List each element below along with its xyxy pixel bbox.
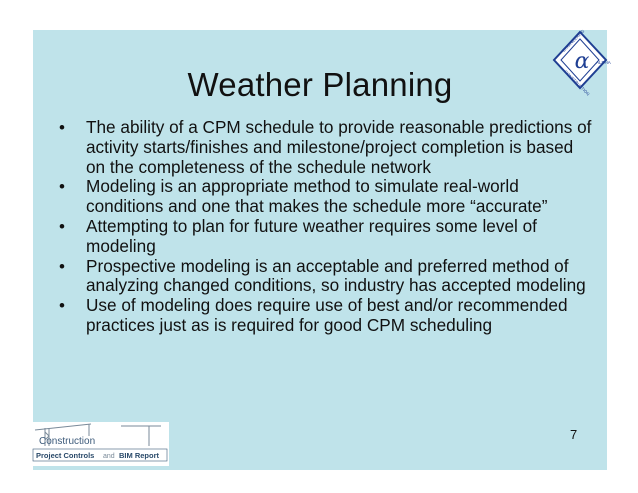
bullet-item: • The ability of a CPM schedule to provide reasonable predictions of activity starts/finishes and milestone/project completion is based on the completeness of the schedule network bbox=[53, 118, 593, 177]
alpha-logo-top-text: ENGINEERING bbox=[561, 28, 586, 53]
slide-title: Weather Planning bbox=[187, 66, 453, 103]
page-number: 7 bbox=[570, 427, 578, 442]
bullet-item: • Prospective modeling is an acceptable and preferred method of analyzing changed conditions, so industry has accepted modeling bbox=[53, 257, 593, 297]
bullet-item: • Modeling is an appropriate method to simulate real-world conditions and one that makes the schedule more “accurate” bbox=[53, 177, 593, 217]
alpha-logo-word: ALPHA bbox=[596, 60, 611, 65]
report-logo-line2c: BIM Report bbox=[119, 451, 159, 460]
bullet-item: • Attempting to plan for future weather requires some level of modeling bbox=[53, 217, 593, 257]
report-logo-line2b: and bbox=[103, 453, 115, 460]
bullet-list bbox=[53, 118, 593, 336]
report-logo-line2a: Project Controls bbox=[36, 451, 95, 460]
alpha-logo-side-text: CONSTRUCTION bbox=[563, 69, 591, 97]
bullet-item: • Use of modeling does require use of best and/or recommended practices just as is required for good CPM scheduling bbox=[53, 296, 593, 336]
construction-report-logo bbox=[31, 422, 169, 466]
slide-panel bbox=[33, 28, 611, 470]
alpha-logo-letter: α bbox=[574, 49, 590, 74]
report-logo-line1: Construction bbox=[39, 436, 96, 447]
